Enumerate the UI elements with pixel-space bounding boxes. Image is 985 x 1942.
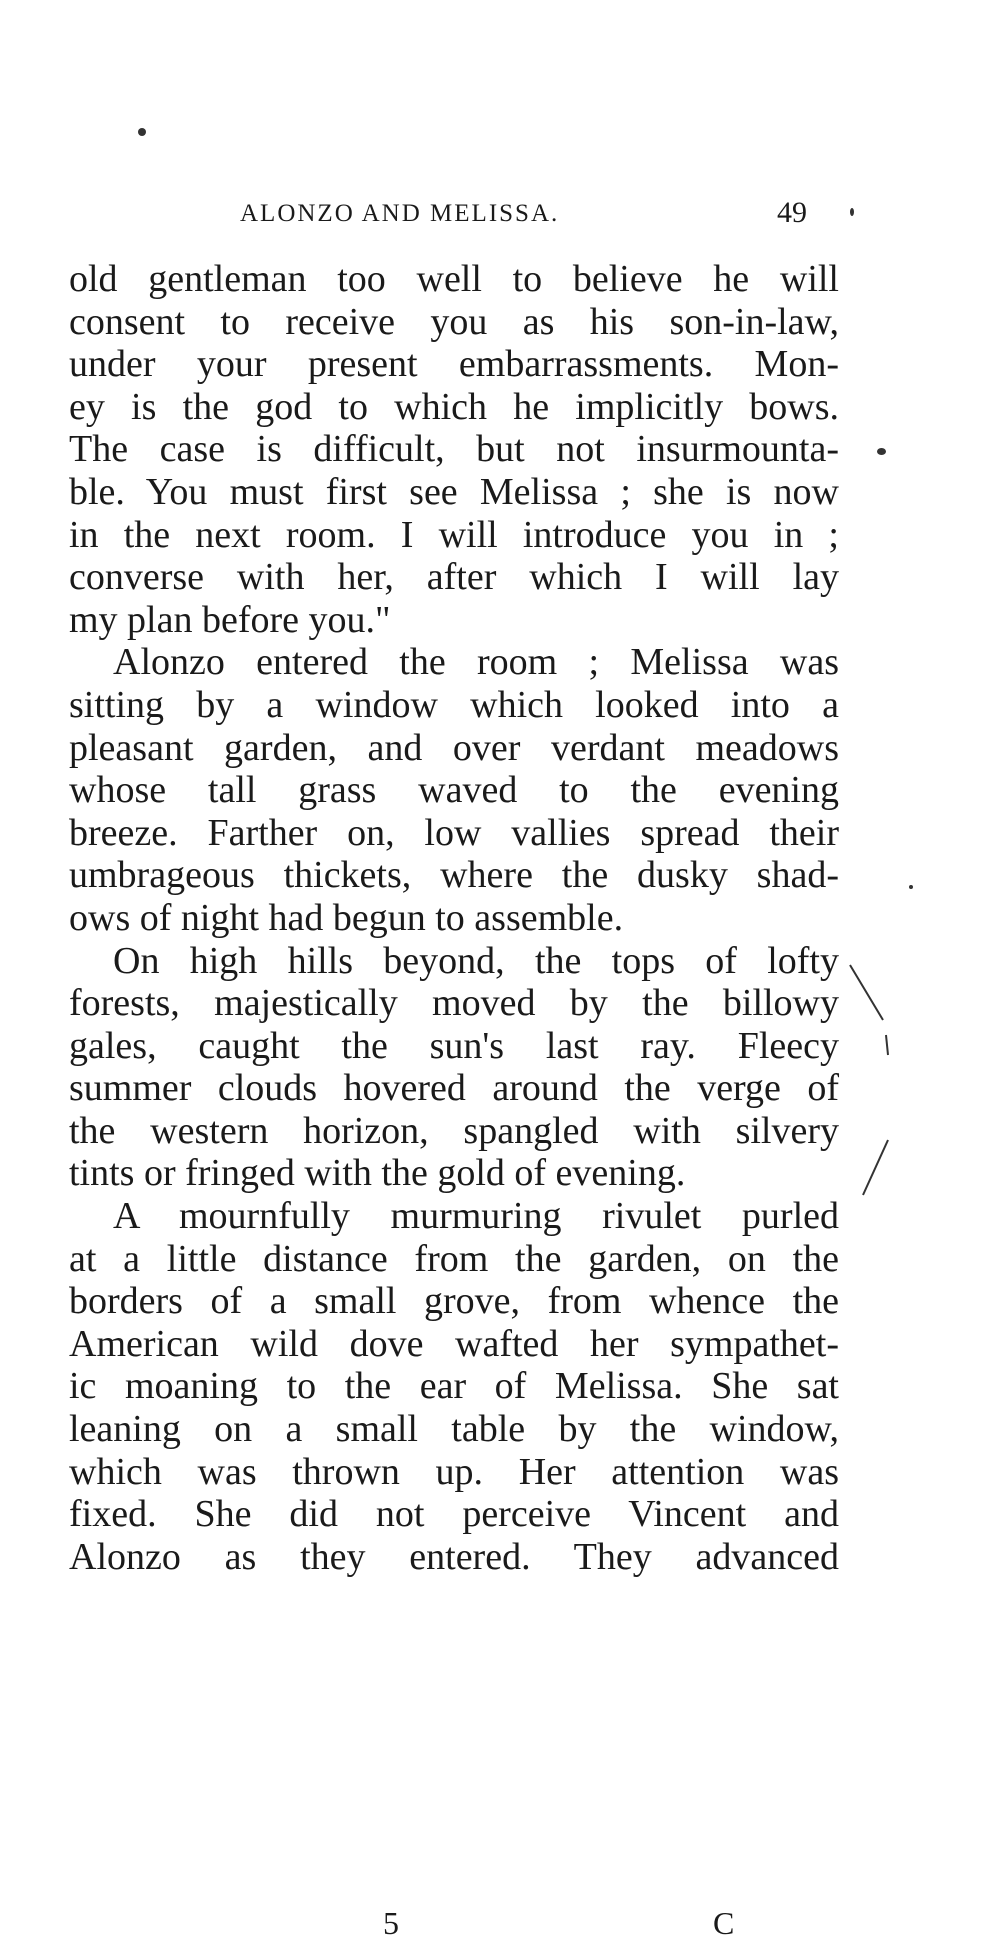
text-line: The case is difficult, but not insurmounta- <box>69 428 839 471</box>
text-line: gales, caught the sun's last ray. Fleecy <box>69 1024 839 1067</box>
text-line: forests, majestically moved by the billowy <box>69 982 839 1025</box>
text-line: ows of night had begun to assemble. <box>69 896 624 939</box>
text-line: American wild dove wafted her sympathet- <box>69 1322 839 1365</box>
text-line: ble. You must first see Melissa ; she is now <box>69 470 839 513</box>
text-line: old gentleman too well to believe he will <box>69 258 839 300</box>
text-line: sitting by a window which looked into a <box>69 683 839 726</box>
text-line: pleasant garden, and over verdant meadows <box>69 726 839 769</box>
text-line: under your present embarrassments. Mon- <box>69 343 839 386</box>
text-line: in the next room. I will introduce you in ; <box>69 513 839 556</box>
ink-speck <box>877 448 886 455</box>
text-line: summer clouds hovered around the verge of <box>69 1067 839 1110</box>
text-line: Alonzo entered the room ; Melissa was <box>113 641 839 684</box>
text-line: converse with her, after which I will lay <box>69 556 839 599</box>
text-line: which was thrown up. Her attention was <box>69 1450 839 1493</box>
signature-letter: C <box>713 1905 735 1941</box>
text-line: tints or fringed with the gold of evening. <box>69 1152 686 1195</box>
text-line: On high hills beyond, the tops of lofty <box>113 939 839 982</box>
ink-speck <box>138 128 146 136</box>
body-text <box>69 258 839 1578</box>
ink-speck <box>909 885 913 889</box>
text-line: ey is the god to which he implicitly bows. <box>69 385 839 428</box>
text-line: my plan before you." <box>69 598 391 641</box>
text-line: A mournfully murmuring rivulet purled <box>113 1195 839 1238</box>
text-line: the western horizon, spangled with silvery <box>69 1109 839 1152</box>
text-line: consent to receive you as his son-in-law, <box>69 300 839 343</box>
text-line: whose tall grass waved to the evening <box>69 769 839 812</box>
ink-speck <box>850 208 854 216</box>
signature-number: 5 <box>383 1905 399 1941</box>
running-head-title: ALONZO AND MELISSA. <box>240 200 560 227</box>
text-line: at a little distance from the garden, on the <box>69 1237 839 1280</box>
text-line: ic moaning to the ear of Melissa. She sat <box>69 1365 839 1408</box>
text-line: leaning on a small table by the window, <box>69 1408 839 1451</box>
text-line: Alonzo as they entered. They advanced <box>69 1535 839 1578</box>
text-line: borders of a small grove, from whence the <box>69 1280 839 1323</box>
text-line: fixed. She did not perceive Vincent and <box>69 1493 839 1536</box>
text-line: breeze. Farther on, low vallies spread their <box>69 811 839 854</box>
page-number: 49 <box>777 196 807 229</box>
margin-bracket-mark <box>848 945 908 1205</box>
text-line: umbrageous thickets, where the dusky shad- <box>69 854 839 897</box>
